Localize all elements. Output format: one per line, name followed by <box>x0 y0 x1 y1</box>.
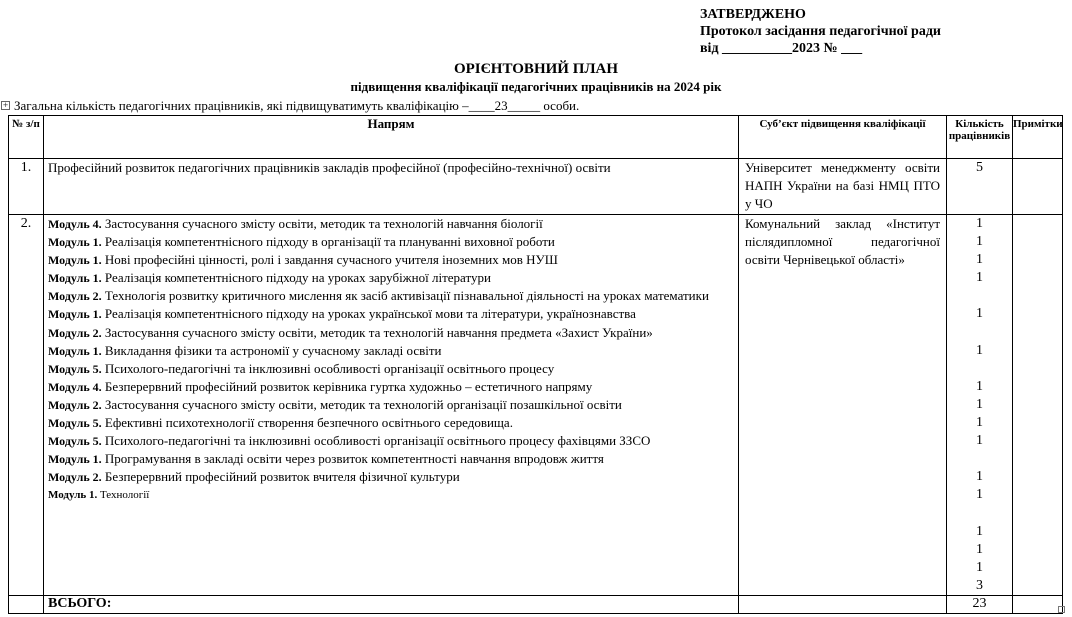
module-number: Модуль 5. <box>48 434 102 449</box>
modules-list <box>48 215 734 505</box>
module-count: 1 <box>976 216 983 231</box>
module-count: 1 <box>976 523 983 539</box>
total-subject <box>739 595 947 613</box>
row-counts <box>947 215 1013 596</box>
module-number: Модуль 2. <box>48 470 102 485</box>
module-count: 1 <box>976 541 983 557</box>
module-title: Технології <box>99 489 150 502</box>
module-number: Модуль 5. <box>48 361 102 376</box>
row-number: 1. <box>9 159 44 215</box>
header-direction: Напрям <box>44 116 739 159</box>
row-subject: Університет менеджменту освіти НАПН України на базі НМЦ ПТО у ЧО <box>739 159 947 215</box>
module-entry <box>48 324 734 342</box>
row-direction-modules <box>44 215 739 596</box>
module-entry <box>48 233 734 251</box>
count-spacer <box>947 287 1012 305</box>
module-title: Безперервний професійний розвиток керівника гуртка художньо – естетичного напряму <box>104 378 593 394</box>
module-count: 1 <box>976 415 983 431</box>
row-notes <box>1013 159 1063 215</box>
header-notes: Примітки <box>1013 116 1063 159</box>
module-entry <box>48 432 734 450</box>
module-number: Модуль 1. <box>48 307 102 322</box>
module-title: Застосування сучасного змісту освіти, методик та технологій навчання предмета «Захист України» <box>104 324 653 340</box>
module-number: Модуль 2. <box>48 325 102 340</box>
row-number: 2. <box>9 215 44 596</box>
total-staff-line: Загальна кількість педагогічних працівників, які підвищуватимуть кваліфікацію –____23_____ особи. <box>14 98 580 113</box>
document-subtitle: підвищення кваліфікації педагогічних працівників на 2024 рік <box>350 79 722 94</box>
module-count: 1 <box>976 433 983 449</box>
approval-heading: ЗАТВЕРДЖЕНО <box>700 7 806 22</box>
module-entry <box>48 215 734 233</box>
module-count: 1 <box>976 469 983 485</box>
module-entry <box>48 360 734 378</box>
module-count: 1 <box>976 234 983 250</box>
module-title: Ефективні психотехнології створення безпечного освітнього середовища. <box>104 415 513 431</box>
document-title: ОРІЄНТОВНИЙ ПЛАН <box>453 61 619 77</box>
module-number: Модуль 1. <box>48 235 102 250</box>
module-title: Реалізація компетентнісного підходу на уроках української мови та літератури, українознавства <box>104 306 636 322</box>
table-resize-handle-icon[interactable] <box>1058 606 1065 613</box>
module-count: 1 <box>976 270 983 286</box>
approval-date-line: від __________2023 № ___ <box>700 41 863 56</box>
header-count: Кількість працівників <box>947 116 1013 159</box>
module-title: Психолого-педагогічні та інклюзивні особливості організації освітнього процесу фахівцями ЗЗСО <box>104 433 651 449</box>
table-row <box>9 215 1063 596</box>
module-number: Модуль 1. <box>48 253 102 268</box>
module-title: Реалізація компетентнісного підходу на уроках зарубіжної літератури <box>104 270 491 286</box>
module-count: 1 <box>976 252 983 268</box>
module-number: Модуль 1. <box>48 452 102 467</box>
module-number: Модуль 1. <box>48 489 98 502</box>
row-count: 5 <box>947 159 1013 215</box>
count-spacer <box>947 360 1012 378</box>
module-entry <box>48 342 734 360</box>
header-subject: Суб’єкт підвищення кваліфікації <box>739 116 947 159</box>
module-number: Модуль 2. <box>48 397 102 412</box>
total-num <box>9 595 44 613</box>
module-title: Реалізація компетентнісного підходу в організації та плануванні виховної роботи <box>104 234 555 250</box>
count-spacer <box>947 450 1012 468</box>
count-spacer <box>947 505 1012 523</box>
module-entry <box>48 287 734 305</box>
module-count: 1 <box>976 306 983 322</box>
module-count: 1 <box>976 396 983 412</box>
module-title: Програмування в закладі освіти через розвиток компетентності навчання впродовж життя <box>104 451 604 467</box>
module-count: 3 <box>976 577 983 593</box>
module-entry <box>48 396 734 414</box>
total-row <box>9 595 1063 613</box>
module-count: 1 <box>976 559 983 575</box>
module-entry <box>48 251 734 269</box>
module-entry <box>48 468 734 486</box>
plan-table <box>8 115 1063 614</box>
module-title: Психолого-педагогічні та інклюзивні особливості організації освітнього процесу <box>104 360 555 376</box>
module-entry <box>48 414 734 432</box>
row-direction: Професійний розвиток педагогічних працівників закладів професійної (професійно-технічної) освіти <box>44 159 739 215</box>
module-number: Модуль 4. <box>48 217 102 231</box>
table-row <box>9 159 1063 215</box>
module-count: 1 <box>976 342 983 358</box>
module-entry <box>48 269 734 287</box>
module-title: Технологія розвитку критичного мислення як засіб активізації пізнавальної діяльності на уроках математики <box>104 288 709 304</box>
module-number: Модуль 2. <box>48 289 102 304</box>
module-number: Модуль 1. <box>48 271 102 286</box>
counts-list <box>947 215 1012 595</box>
total-notes <box>1013 595 1063 613</box>
row-subject: Комунальний заклад «Інститут післядипломної педагогічної освіти Чернівецької області» <box>739 215 947 596</box>
module-entry <box>48 486 734 504</box>
module-title: Викладання фізики та астрономії у сучасному закладі освіти <box>104 342 442 358</box>
count-spacer <box>947 324 1012 342</box>
total-label: ВСЬОГО: <box>44 595 739 613</box>
module-entry <box>48 305 734 323</box>
module-number: Модуль 5. <box>48 416 102 431</box>
module-title: Нові професійні цінності, ролі і завдання сучасного учителя іноземних мов НУШ <box>104 252 558 268</box>
module-title: Безперервний професійний розвиток вчителя фізичної культури <box>104 469 460 485</box>
module-count: 1 <box>976 378 983 394</box>
module-number: Модуль 4. <box>48 379 102 394</box>
module-count: 1 <box>976 487 983 503</box>
row-notes <box>1013 215 1063 596</box>
approval-block <box>700 6 1000 57</box>
module-title: Застосування сучасного змісту освіти, методик та технологій навчання біології <box>104 216 543 231</box>
header-num: № з/п <box>9 116 44 159</box>
table-header-row <box>9 116 1063 159</box>
table-move-handle-icon[interactable]: + <box>2 101 9 109</box>
module-entry <box>48 378 734 396</box>
approval-protocol: Протокол засідання педагогічної ради <box>700 24 941 39</box>
module-title: Застосування сучасного змісту освіти, методик та технологій організації позашкільної освіти <box>104 396 622 412</box>
module-entry <box>48 450 734 468</box>
module-number: Модуль 1. <box>48 343 102 358</box>
total-count: 23 <box>947 595 1013 613</box>
